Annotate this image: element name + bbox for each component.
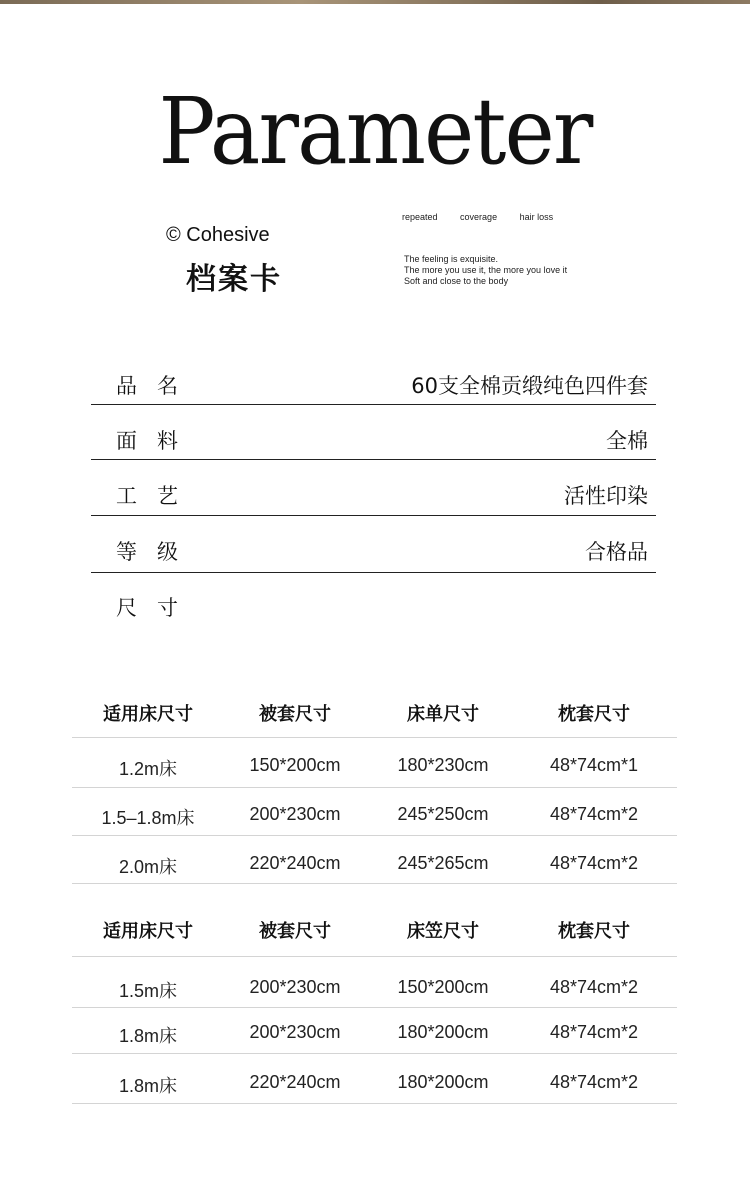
table-divider bbox=[72, 737, 677, 738]
table-divider bbox=[72, 1103, 677, 1104]
tag-list bbox=[402, 212, 573, 222]
table-divider bbox=[72, 956, 677, 957]
table-header-cell: 床单尺寸 bbox=[407, 704, 479, 725]
spec-label: 品名 bbox=[116, 374, 198, 398]
table-cell: 200*230cm bbox=[249, 977, 341, 997]
table-header-cell: 被套尺寸 bbox=[259, 704, 331, 725]
spec-value: 全棉 bbox=[606, 429, 648, 453]
table-cell: 1.2m床 bbox=[118, 759, 178, 779]
spec-divider bbox=[91, 572, 656, 573]
table-cell: 200*230cm bbox=[249, 1022, 341, 1042]
spec-label: 等级 bbox=[116, 540, 198, 564]
tagline-line: The feeling is exquisite. bbox=[404, 254, 499, 264]
spec-value: 60支全棉贡缎纯色四件套 bbox=[411, 374, 648, 398]
tag-item: repeated bbox=[402, 212, 438, 222]
table-cell: 1.8m床 bbox=[118, 1076, 178, 1096]
table-header-cell: 适用床尺寸 bbox=[103, 704, 193, 725]
table-divider bbox=[72, 835, 677, 836]
table-cell: 245*265cm bbox=[397, 853, 489, 873]
table-cell: 220*240cm bbox=[249, 853, 341, 873]
spec-label: 面料 bbox=[116, 429, 198, 453]
table-cell: 48*74cm*2 bbox=[549, 1072, 639, 1092]
spec-divider bbox=[91, 459, 656, 460]
table-cell: 150*200cm bbox=[397, 977, 489, 997]
table-cell: 180*200cm bbox=[397, 1072, 489, 1092]
table-cell: 220*240cm bbox=[249, 1072, 341, 1092]
table-cell: 48*74cm*1 bbox=[549, 755, 639, 775]
table-cell: 150*200cm bbox=[249, 755, 341, 775]
table-cell: 200*230cm bbox=[249, 804, 341, 824]
table-cell: 48*74cm*2 bbox=[549, 977, 639, 997]
table-divider bbox=[72, 787, 677, 788]
table-cell: 48*74cm*2 bbox=[549, 1022, 639, 1042]
table-cell: 48*74cm*2 bbox=[549, 804, 639, 824]
tagline-line: Soft and close to the body bbox=[404, 276, 509, 286]
table-cell: 48*74cm*2 bbox=[549, 853, 639, 873]
page-title: Parameter bbox=[158, 78, 592, 185]
brand-name: © Cohesive bbox=[166, 224, 270, 246]
table-header-cell: 枕套尺寸 bbox=[558, 921, 630, 942]
card-title: 档案卡 bbox=[186, 262, 282, 297]
spec-label: 工艺 bbox=[116, 484, 198, 508]
table-header-cell: 床笠尺寸 bbox=[407, 921, 479, 942]
table-header-cell: 适用床尺寸 bbox=[103, 921, 193, 942]
table-cell: 1.8m床 bbox=[118, 1026, 178, 1046]
spec-divider bbox=[91, 515, 656, 516]
table-header-cell: 被套尺寸 bbox=[259, 921, 331, 942]
table-cell: 2.0m床 bbox=[118, 857, 178, 877]
spec-divider bbox=[91, 404, 656, 405]
table-cell: 1.5m床 bbox=[118, 981, 178, 1001]
table-divider bbox=[72, 883, 677, 884]
spec-value: 合格品 bbox=[585, 540, 648, 564]
table-cell: 180*230cm bbox=[397, 755, 489, 775]
table-cell: 1.5–1.8m床 bbox=[101, 808, 195, 828]
tag-item: coverage bbox=[460, 212, 498, 222]
top-decorative-strip bbox=[0, 0, 750, 4]
table-header-cell: 枕套尺寸 bbox=[558, 704, 630, 725]
tagline-line: The more you use it, the more you love it bbox=[404, 265, 568, 275]
table-divider bbox=[72, 1053, 677, 1054]
tag-item: hair loss bbox=[519, 212, 554, 222]
table-cell: 180*200cm bbox=[397, 1022, 489, 1042]
spec-value: 活性印染 bbox=[564, 484, 648, 508]
spec-label: 尺寸 bbox=[116, 596, 198, 620]
tagline bbox=[404, 254, 567, 287]
table-cell: 245*250cm bbox=[397, 804, 489, 824]
table-divider bbox=[72, 1007, 677, 1008]
